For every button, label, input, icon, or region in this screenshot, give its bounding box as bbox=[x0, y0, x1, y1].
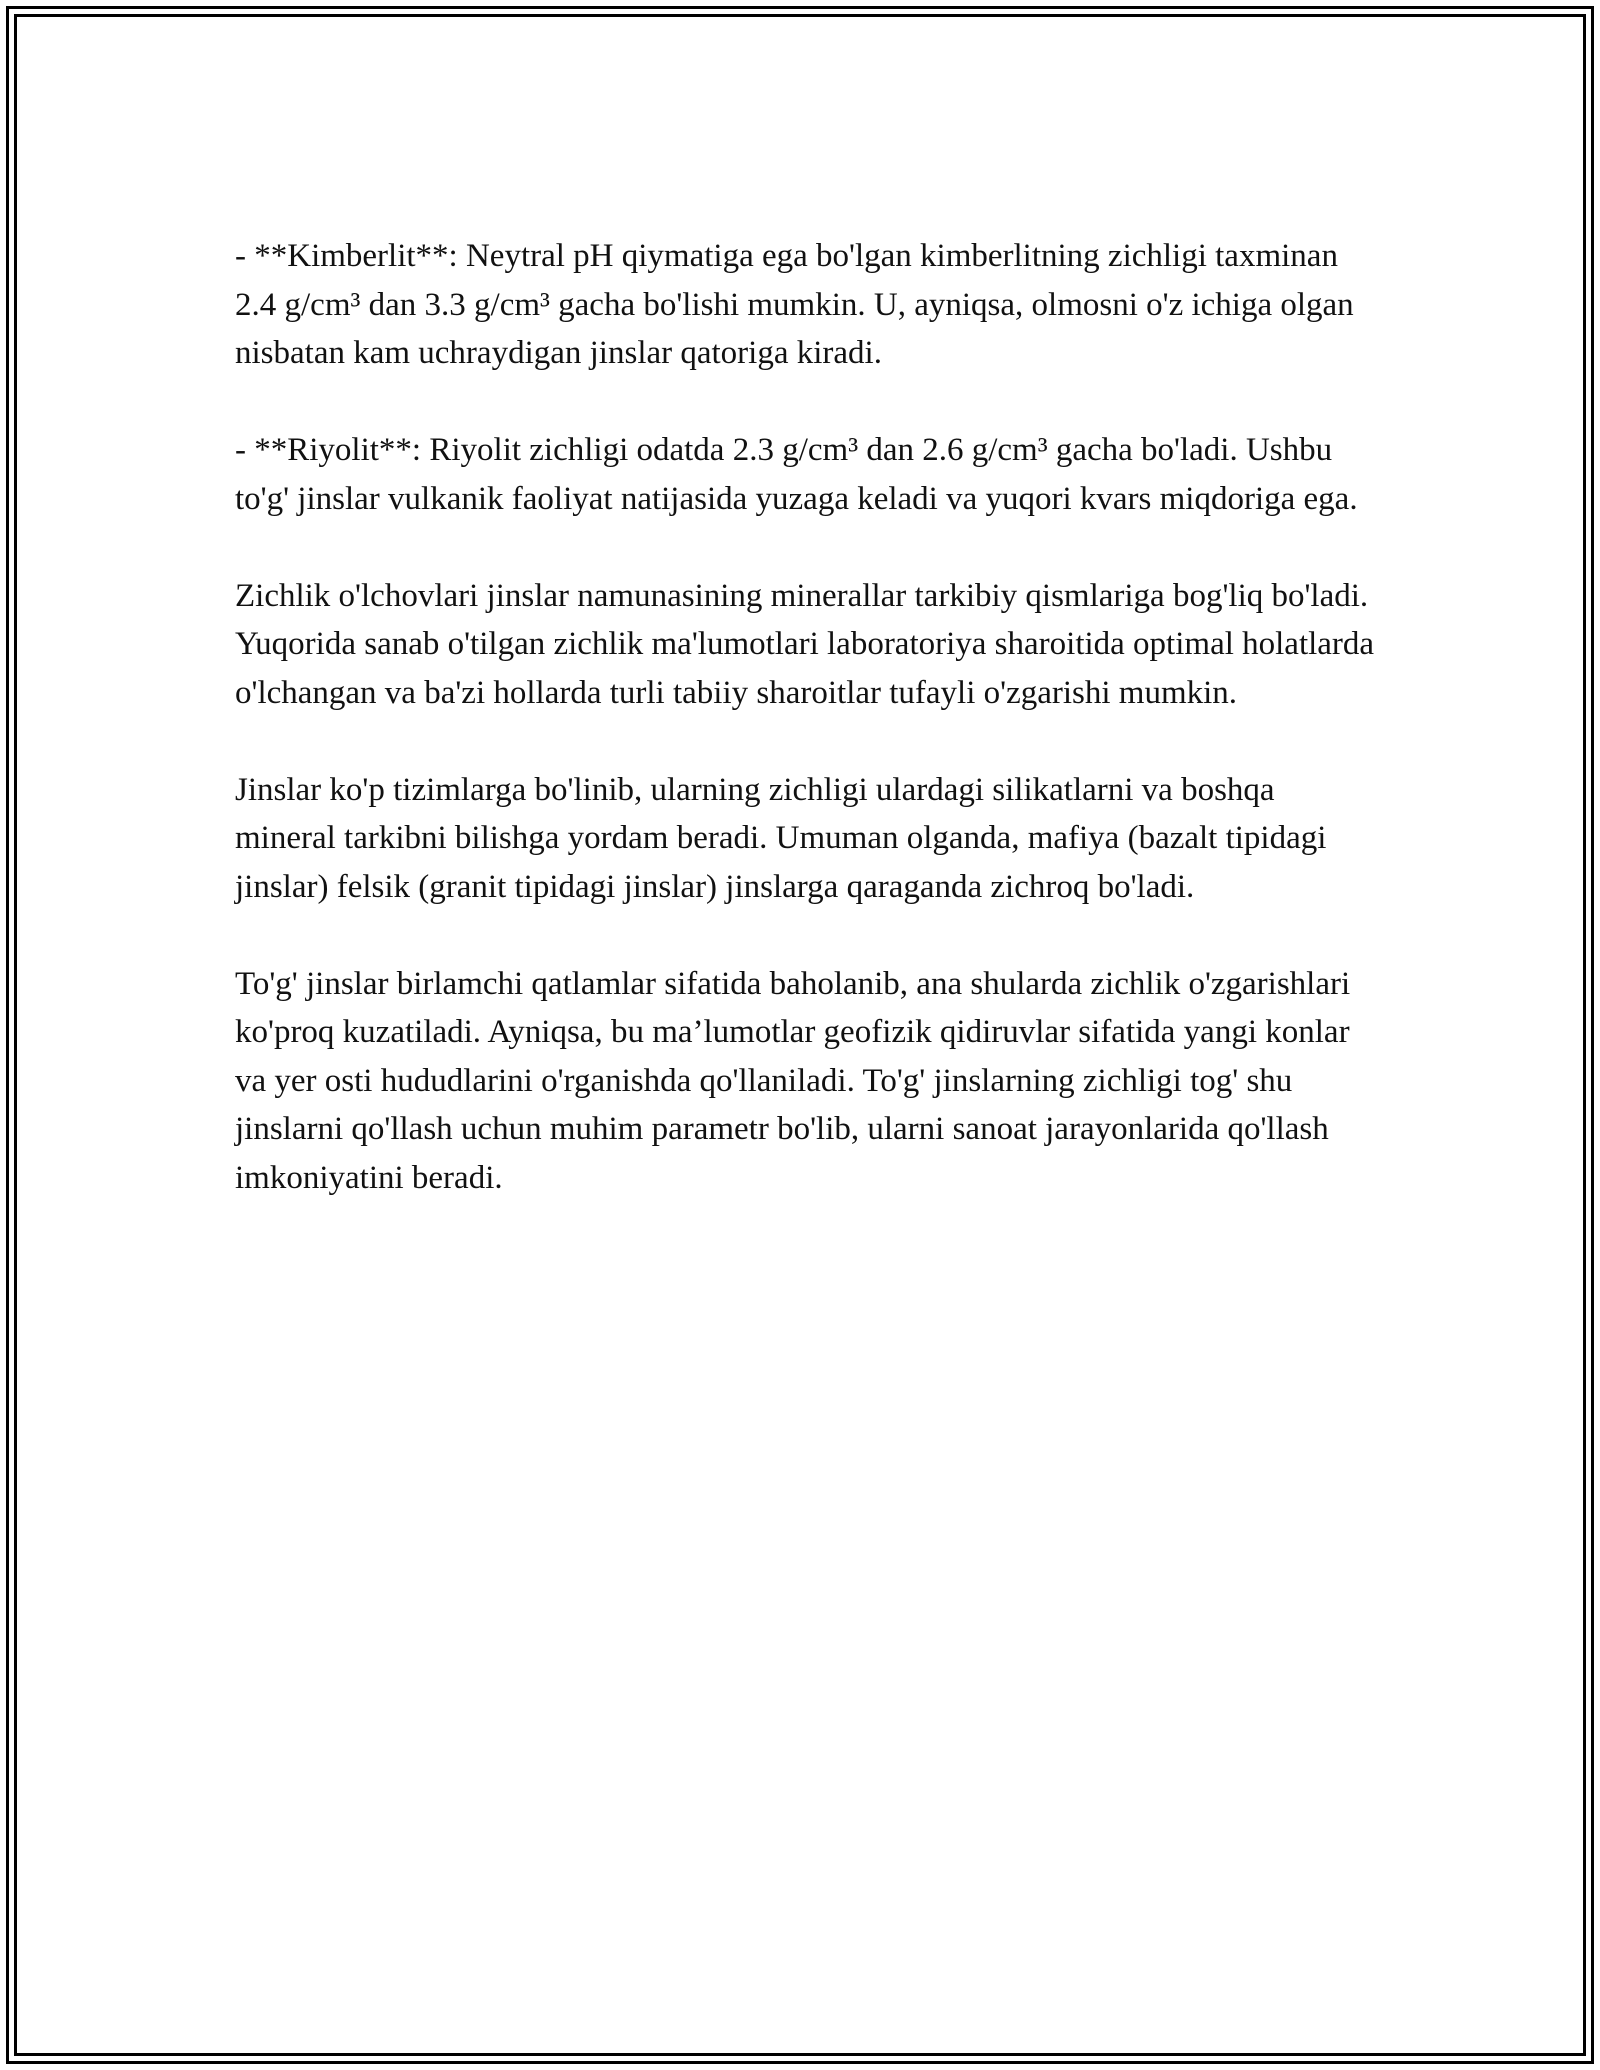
paragraph-kimberlit: - **Kimberlit**: Neytral pH qiymatiga ega bo'lgan kimberlitning zichligi taxminan 2.4 g/cm³ dan 3.3 g/cm³ gacha bo'lishi mumkin. U, ayniqsa, olmosni o'z ichiga olgan nisbatan kam uchraydigan jinslar qatoriga kiradi. bbox=[235, 238, 1354, 371]
paragraph-primary-layers: To'g' jinslar birlamchi qatlamlar sifatida baholanib, ana shularda zichlik o'zgarishlari ko'proq kuzatiladi. Ayniqsa, bu ma’lumotlar geofizik qidiruvlar sifatida yangi konlar va yer osti hududlarini o'rganishda qo'llaniladi. To'g' jinslarning zichligi tog' shu jinslarni qo'llash uchun muhim parametr bo'lib, ularni sanoat jarayonlarida qo'llash imkoniyatini beradi. bbox=[235, 965, 1351, 1196]
paragraph-rock-systems: Jinslar ko'p tizimlarga bo'linib, ularning zichligi ulardagi silikatlarni va boshqa mineral tarkibni bilishga yordam beradi. Umuman olganda, mafiya (bazalt tipidagi jinslar) felsik (granit tipidagi jinslar) jinslarga qaraganda zichroq bo'ladi. bbox=[235, 771, 1327, 905]
document-body bbox=[235, 232, 1375, 1251]
paragraph-density-measurements: Zichlik o'lchovlari jinslar namunasining minerallar tarkibiy qismlariga bog'liq bo'ladi. Yuqorida sanab o'tilgan zichlik ma'lumotlari laboratoriya sharoitida optimal holatlarda o'lchangan va ba'zi hollarda turli tabiiy sharoitlar tufayli o'zgarishi mumkin. bbox=[235, 577, 1375, 711]
paragraph-riyolit: - **Riyolit**: Riyolit zichligi odatda 2.3 g/cm³ dan 2.6 g/cm³ gacha bo'ladi. Ushbu to'g' jinslar vulkanik faoliyat natijasida yuzaga keladi va yuqori kvars miqdoriga ega. bbox=[235, 432, 1358, 517]
